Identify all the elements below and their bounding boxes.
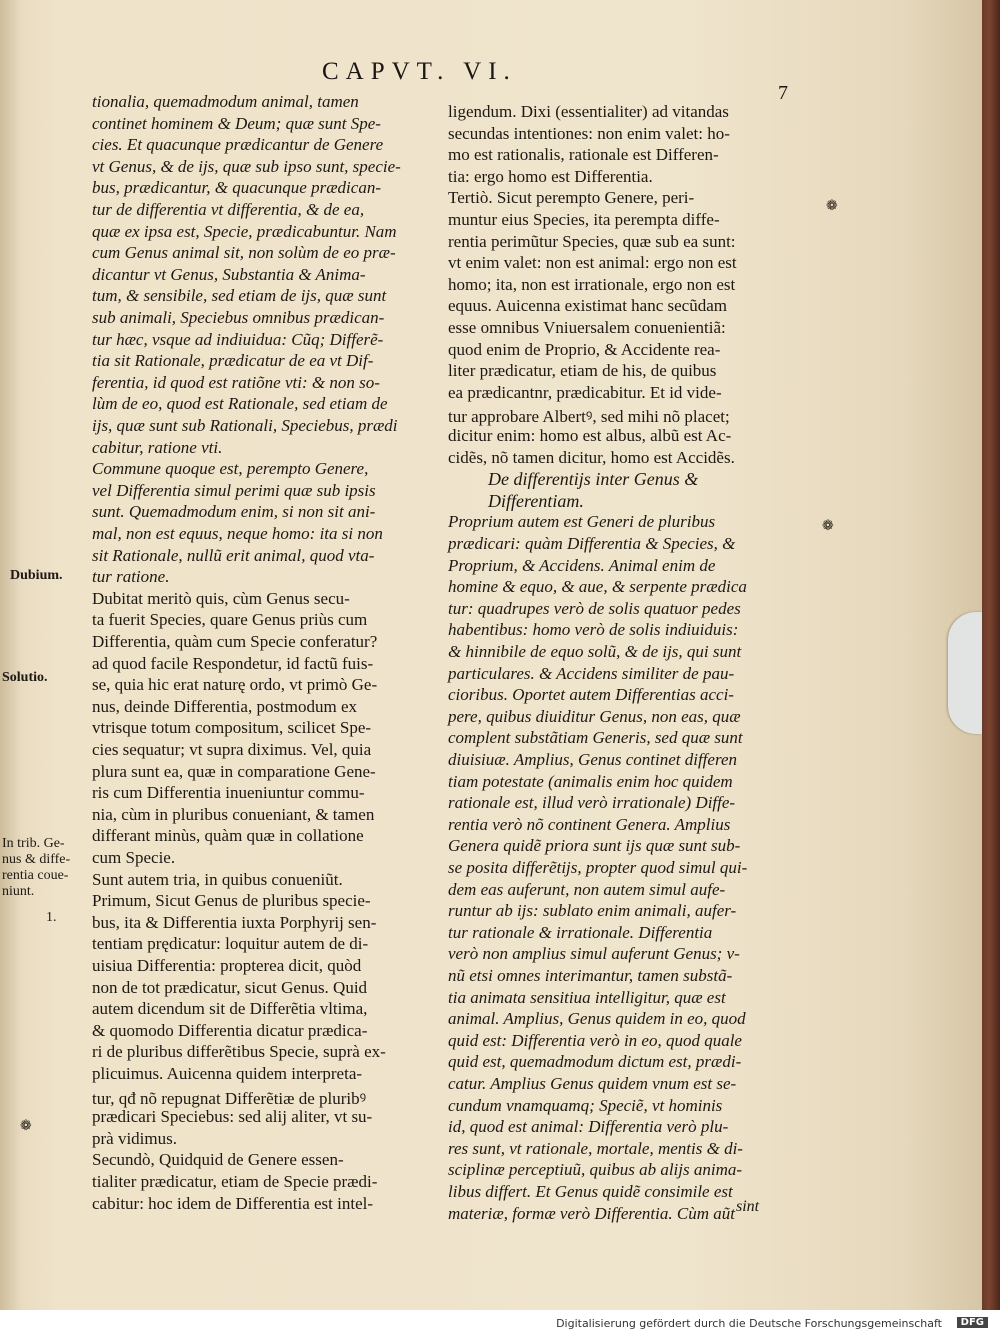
section-heading-line: De differentijs inter Genus & [488, 469, 699, 490]
text-line: quæ ex ipsa est, Specie, prædicabuntur. Nam [92, 221, 397, 241]
catchword: sint [736, 1198, 760, 1215]
text-line: rentia verò nõ continent Genera. Amplius [448, 814, 731, 834]
text-line: tur rationale & irrationale. Differentia [448, 922, 713, 942]
text-line: vel Differentia simul perimi quæ sub ipsis [92, 480, 376, 500]
text-line: quod enim de Proprio, & Accidente rea- [448, 339, 721, 359]
text-line: complent substãtiam Generis, sed quæ sunt [448, 728, 743, 748]
text-line: autem dicendum sit de Differẽtia vltima, [92, 999, 368, 1019]
text-line: lùm de eo, quod est Rationale, sed etiam de [92, 394, 388, 414]
text-line: differant minùs, quàm quæ in collatione [92, 826, 364, 846]
text-line: nia, cùm in pluribus conueniant, & tamen [92, 804, 375, 824]
text-line: habentibus: homo verò de solis indiuiduis: [448, 620, 739, 640]
text-line: sit Rationale, nullũ erit animal, quod vta- [92, 545, 375, 565]
text-line: cies sequatur; vt supra diximus. Vel, quia [92, 740, 372, 759]
text-line: catur. Amplius Genus quidem vnum est se- [448, 1074, 737, 1093]
text-line: vtrisque totum compositum, scilicet Spe- [92, 718, 372, 738]
text-line: secundas intentiones: non enim valet: ho- [448, 123, 730, 143]
text-line: Dubitat meritò quis, cùm Genus secu- [92, 588, 350, 608]
text-line: bus, ita & Differentia iuxta Porphyrij sen- [92, 912, 377, 932]
text-line: ferentia, id quod est ratiõne vti: & non so- [92, 372, 380, 392]
text-line: vt Genus, & de ijs, quæ sub ipso sunt, specie- [92, 156, 401, 176]
flower-mark-icon: ❁ [822, 518, 834, 534]
text-line: Proprium, & Accidens. Animal enim de [448, 555, 716, 575]
text-line: rationale est, illud verò irrationale) Diffe- [448, 793, 736, 813]
text-line: cidẽs, nõ tamen dicitur, homo est Accidẽs. [448, 447, 735, 467]
text-line: cum Specie. [92, 848, 176, 867]
text-line: plicuimus. Auicenna quidem interpreta- [92, 1064, 363, 1083]
footer-credit: Digitalisierung gefördert durch die Deutsche Forschungsgemeinschaft [556, 1317, 942, 1330]
book-edge [982, 0, 1000, 1310]
text-line: Tertiò. Sicut perempto Genere, peri- [448, 188, 695, 208]
text-line: cies. Et quacunque prædicantur de Genere [92, 135, 384, 155]
margin-note-dubium: Dubium. [10, 568, 63, 583]
text-line: cioribus. Oportet autem Differentias acci- [448, 685, 734, 705]
text-line: tum, & sensibile, sed etiam de ijs, quæ sunt [92, 286, 387, 306]
text-line: tentiam prędicatur: loquitur autem de di- [92, 934, 369, 954]
text-line: Secundò, Quidquid de Genere essen- [92, 1150, 344, 1170]
text-line: cabitur, ratione vti. [92, 437, 223, 457]
text-line: sciplinæ perceptiuũ, quibus ab alijs anima- [448, 1160, 743, 1180]
text-line: non de tot prædicatur, sicut Genus. Quid [92, 977, 368, 997]
text-line: dicitur enim: homo est albus, albũ est Ac- [448, 426, 732, 445]
text-line: Proprium autem est Generi de pluribus [448, 512, 716, 532]
text-line: nus, deinde Differentia, postmodum ex [92, 696, 358, 716]
text-line: diuisiuæ. Amplius, Genus continet differen [448, 750, 737, 769]
text-line: prà vidimus. [92, 1128, 177, 1148]
text-line: pere, quibus diuiditur Genus, non eas, quæ [448, 706, 741, 726]
text-line: res sunt, vt rationale, mortale, mentis & di- [448, 1138, 743, 1158]
section-heading-line: Differentiam. [488, 490, 584, 511]
running-head: CAPVT. VI. [322, 58, 517, 85]
text-line: cabitur: hoc idem de Differentia est intel- [92, 1193, 374, 1213]
text-line: mal, non est equus, neque homo: ita si non [92, 524, 383, 543]
text-line: tur: quadrupes verò de solis quatuor pedes [448, 598, 741, 618]
text-line: mo est rationalis, rationale est Differen- [448, 145, 719, 165]
text-line: ri de pluribus differẽtibus Specie, suprà ex- [92, 1042, 386, 1062]
text-line: Primum, Sicut Genus de pluribus specie- [92, 891, 371, 911]
text-line: nũ etsi omnes interimantur, tamen substã- [448, 966, 733, 985]
text-line: Genera quidẽ priora sunt ijs quæ sunt sub- [448, 836, 741, 856]
text-line: tia: ergo homo est Differentia. [448, 166, 653, 186]
text-line: particulares. & Accidens similiter de pau- [448, 663, 735, 683]
text-line: runtur ab ijs: sublato enim animali, aufer- [448, 901, 737, 921]
text-line: ad quod facile Respondetur, id factũ fuis- [92, 653, 374, 673]
text-line: tia animata sensitiua intelligitur, quæ est [448, 987, 726, 1007]
text-line: tur ratione. [92, 567, 170, 587]
text-line: Commune quoque est, perempto Genere, [92, 459, 369, 479]
text-line: muntur eius Species, ita perempta diffe- [448, 210, 720, 229]
text-line: tur de differentia vt differentia, & de ea, [92, 200, 365, 219]
text-line: rentia perimũtur Species, quæ sub ea sunt: [448, 231, 736, 251]
text-line: plura sunt ea, quæ in comparatione Gene- [92, 761, 376, 781]
text-line: uisiua Differentia: propterea dicit, quòd [92, 956, 362, 975]
text-line: ligendum. Dixi (essentialiter) ad vitandas [448, 102, 729, 121]
text-line: quid est: Differentia verò in eo, quod quale [448, 1030, 742, 1050]
page-clip-tab [948, 612, 982, 734]
text-line: tur hæc, vsque ad indiuidua: Cũq; Differẽ- [92, 329, 384, 349]
text-line: libus differt. Et Genus quidẽ consimile est [448, 1182, 733, 1201]
flower-mark-icon: ❁ [20, 1118, 32, 1134]
text-line: cundum vnamquamq; Speciẽ, vt hominis [448, 1095, 723, 1115]
text-line: verò non amplius simul auferunt Genus; v- [448, 944, 740, 964]
text-line: liter prædicatur, etiam de his, de quibus [448, 361, 717, 381]
text-line: tur, qđ nõ repugnat Differẽtiæ de pluribꝰ [92, 1088, 367, 1108]
text-line: Sunt autem tria, in quibus conueniũt. [92, 869, 343, 889]
margin-numeral: 1. [46, 910, 57, 925]
text-line: & quomodo Differentia dicatur prædica- [92, 1020, 368, 1040]
text-line: animal. Amplius, Genus quidem in eo, quod [448, 1009, 746, 1029]
text-line: equus. Auicenna existimat hanc secũdam [448, 296, 727, 316]
dfg-logo: DFG [957, 1317, 988, 1328]
text-line: se, quia hic erat naturę ordo, vt primò Ge- [92, 675, 378, 695]
text-line: vt enim valet: non est animal: ergo non est [448, 253, 737, 273]
text-line: cum Genus animal sit, non solùm de eo præ- [92, 243, 396, 263]
page-number: 7 [778, 82, 788, 104]
flower-mark-icon: ❁ [826, 198, 838, 214]
margin-note-in-trib: In trib. Ge- nus & diffe- rentia coue- niunt. [2, 836, 71, 899]
text-line: continet hominem & Deum; quæ sunt Spe- [92, 113, 381, 133]
text-line: ea prædicantnr, prædicabitur. Et id vide- [448, 382, 722, 402]
text-line: ijs, quæ sunt sub Rationali, Speciebus, prædi [92, 416, 398, 435]
text-line: id, quod est animal: Differentia verò plu- [448, 1117, 729, 1137]
text-line: prædicari Speciebus: sed alij aliter, vt su- [92, 1107, 373, 1127]
text-line: sunt. Quemadmodum enim, si non sit ani- [92, 502, 376, 522]
text-line: sub animali, Speciebus omnibus prædican- [92, 308, 385, 327]
text-line: tur approbare Albertꝰ, sed mihi nõ placet; [448, 407, 730, 427]
text-line: tiam potestate (animalis enim hoc quidem [448, 771, 733, 791]
digitization-footer [0, 1310, 1000, 1337]
text-line: tia sit Rationale, prædicatur de ea vt Dif- [92, 351, 374, 371]
text-line: dicantur vt Genus, Substantia & Anima- [92, 264, 366, 284]
text-line: materiæ, formæ verò Differentia. Cùm aũt [448, 1203, 735, 1223]
text-line: se posita differẽtijs, propter quod simul qui- [448, 858, 748, 877]
text-line: & hinnibile de equo solũ, & de ijs, qui sunt [448, 642, 742, 661]
text-line: dem eas auferunt, non autem simul aufe- [448, 879, 726, 899]
text-line: prædicari: quàm Differentia & Species, & [448, 534, 736, 553]
margin-note-solutio: Solutio. [2, 670, 48, 685]
text-line: homo; ita, non est irrationale, ergo non est [448, 274, 736, 294]
text-line: bus, prædicantur, & quacunque prædican- [92, 178, 381, 198]
text-line: ris cum Differentia inueniuntur commu- [92, 783, 365, 803]
text-line: Differentia, quàm cum Specie conferatur? [92, 632, 378, 651]
text-line: quid est, quemadmodum dictum est, prædi- [448, 1052, 742, 1072]
text-line: esse omnibus Vniuersalem conuenientiã: [448, 318, 726, 337]
text-line: ta fuerit Species, quare Genus priùs cum [92, 610, 368, 630]
text-line: tionalia, quemadmodum animal, tamen [92, 92, 359, 111]
text-line: homine & equo, & aue, & serpente prædica [448, 577, 747, 597]
text-line: tialiter prædicatur, etiam de Specie prædi- [92, 1172, 378, 1191]
